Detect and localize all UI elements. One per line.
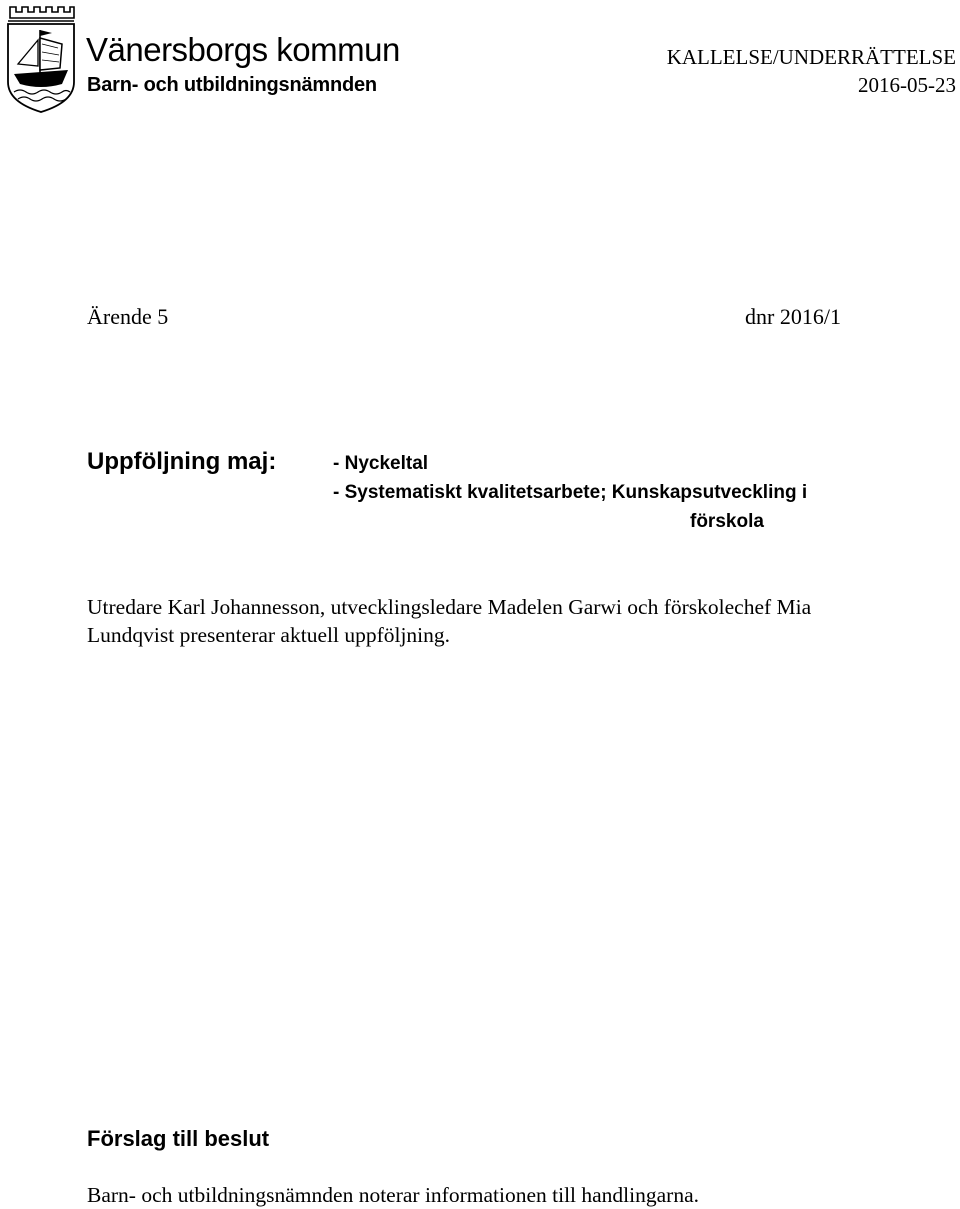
proposal-heading: Förslag till beslut xyxy=(87,1126,270,1151)
registration-number: dnr 2016/1 xyxy=(745,304,841,329)
subject-label: Uppföljning maj: xyxy=(87,448,277,475)
department-name: Barn- och utbildningsnämnden xyxy=(87,74,377,96)
body-text-line: Utredare Karl Johannesson, utvecklingsledare Madelen Garwi och förskolechef Mia xyxy=(87,595,812,619)
organization-name: Vänersborgs kommun xyxy=(86,31,400,68)
document-date: 2016-05-23 xyxy=(858,73,956,97)
proposal-text: Barn- och utbildningsnämnden noterar informationen till handlingarna. xyxy=(87,1183,699,1207)
document-type: KALLELSE/UNDERRÄTTELSE xyxy=(666,45,956,69)
subject-item: - Nyckeltal xyxy=(333,453,429,474)
case-number: Ärende 5 xyxy=(87,304,169,329)
subject-item: - Systematiskt kvalitetsarbete; Kunskapsutveckling i xyxy=(333,482,808,503)
body-text-line: Lundqvist presenterar aktuell uppföljning. xyxy=(87,623,451,647)
municipal-ship-shield-icon xyxy=(4,4,76,114)
subject-item-continuation: förskola xyxy=(690,511,764,532)
